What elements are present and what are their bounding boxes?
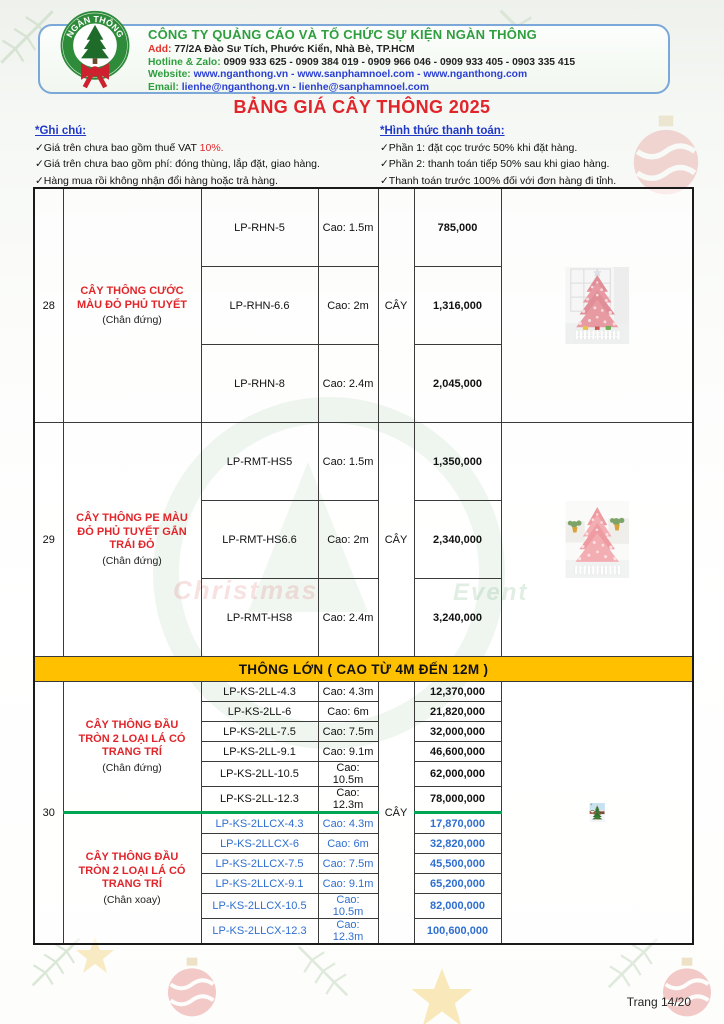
product-name: CÂY THÔNG ĐẦU TRÒN 2 LOẠI LÁ CÓ TRANG TRÍ [78,719,186,759]
note-item: ✓Phần 2: thanh toán tiếp 50% sau khi giao hàng. [380,158,610,171]
hotline-line [148,57,660,70]
notes-right-title: *Hình thức thanh toán: [380,125,505,137]
product-name-cell [63,813,201,945]
product-unit: CÂY [378,682,414,945]
note-item: ✓Giá trên chưa bao gồm phí: đóng thùng, lắp đặt, giao hàng. [35,158,320,171]
note-item: ✓Phần 1: đặt cọc trước 50% khi đặt hàng. [380,142,578,154]
product-code: LP-RMT-HS6.6 [201,501,318,579]
note-item: ✓Hàng mua rồi không nhận đổi hàng hoặc trả hàng. [35,174,278,187]
vat-highlight: 10%. [199,142,224,154]
product-price: 785,000 [414,188,501,267]
product-price: 32,000,000 [414,722,501,742]
product-no: 28 [34,188,63,423]
product-height: Cao: 2.4m [318,579,378,657]
product-code: LP-RMT-HS5 [201,423,318,501]
product-height: Cao: 9.1m [318,874,378,894]
email-line [148,82,660,95]
star-decor [410,965,474,1024]
product-price: 12,370,000 [414,682,501,702]
product-price: 1,316,000 [414,267,501,345]
notes-left-title: *Ghi chú: [35,125,87,137]
product-height: Cao: 2m [318,501,378,579]
product-code: LP-KS-2LL-7.5 [201,722,318,742]
price-table [33,187,694,945]
product-no: 29 [34,423,63,657]
product-name-cell [63,188,201,423]
product-height: Cao: 1.5m [318,423,378,501]
company-info [148,27,660,94]
product-code: LP-KS-2LLCX-10.5 [201,894,318,919]
product-price: 3,240,000 [414,579,501,657]
product-price: 32,820,000 [414,834,501,854]
product-code: LP-KS-2LLCX-6 [201,834,318,854]
notes-right [380,125,691,189]
table-row [34,423,693,501]
product-code: LP-KS-2LLCX-4.3 [201,813,318,834]
product-code: LP-KS-2LL-10.5 [201,762,318,787]
product-height: Cao: 4.3m [318,682,378,702]
product-price: 2,045,000 [414,345,501,423]
product-name: CÂY THÔNG CƯỚC MÀU ĐỎ PHỦ TUYẾT [77,285,187,311]
red-flocked-tree-photo [505,267,690,344]
section-banner: THÔNG LỚN ( CAO TỪ 4M ĐẾN 12M ) [34,657,693,682]
website-label: Website: [148,69,191,81]
pink-pe-tree-photo [505,501,690,578]
product-unit: CÂY [378,423,414,657]
product-price: 17,870,000 [414,813,501,834]
ornament-decor [660,955,714,1019]
product-height: Cao: 2m [318,267,378,345]
product-price: 62,000,000 [414,762,501,787]
product-name: CÂY THÔNG PE MÀU ĐỎ PHỦ TUYẾT GẮN TRÁI ĐỎ [76,512,188,552]
product-base-type: (Chân đứng) [102,554,162,567]
website-links[interactable]: www.nganthong.vn - www.sanphamnoel.com - www.nganthong.com [193,69,528,81]
product-height: Cao: 10.5m [318,762,378,787]
product-code: LP-KS-2LLCX-12.3 [201,919,318,945]
product-base-type: (Chân xoay) [103,893,161,906]
product-height: Cao: 4.3m [318,813,378,834]
product-height: Cao: 9.1m [318,742,378,762]
product-code: LP-KS-2LL-9.1 [201,742,318,762]
product-height: Cao: 2.4m [318,345,378,423]
ornament-decor [165,955,219,1019]
product-code: LP-KS-2LLCX-9.1 [201,874,318,894]
product-code: LP-RHN-5 [201,188,318,267]
product-price: 2,340,000 [414,501,501,579]
product-code: LP-RMT-HS8 [201,579,318,657]
hotline-numbers: 0909 933 625 - 0909 384 019 - 0909 966 046 - 0909 933 405 - 0903 335 415 [223,56,576,68]
product-price: 45,500,000 [414,854,501,874]
product-code: LP-RHN-6.6 [201,267,318,345]
product-height: Cao: 7.5m [318,722,378,742]
hotline-label: Hotline & Zalo: [148,56,221,68]
website-line [148,69,660,82]
product-price: 65,200,000 [414,874,501,894]
product-photo-cell [501,423,693,657]
product-code: LP-KS-2LL-6 [201,702,318,722]
product-price: 46,600,000 [414,742,501,762]
product-name-cell [63,423,201,657]
price-table-container [33,187,692,945]
note-item: ✓Thanh toán trước 100% đối với đơn hàng đi tỉnh. [380,174,617,187]
page-title: BẢNG GIÁ CÂY THÔNG 2025 [233,97,491,117]
product-no: 30 [34,682,63,945]
company-name: CÔNG TY QUẢNG CÁO VÀ TỔ CHỨC SỰ KIỆN NGÀN THÔNG [148,27,537,42]
product-code: LP-KS-2LL-12.3 [201,787,318,813]
table-row [34,188,693,267]
product-code: LP-KS-2LLCX-7.5 [201,854,318,874]
product-price: 1,350,000 [414,423,501,501]
watermark-word: Event [453,579,529,606]
watermark-word: Christmas [173,575,319,605]
product-name-cell [63,682,201,813]
product-height: Cao: 6m [318,702,378,722]
product-height: Cao: 12.3m [318,787,378,813]
product-price: 21,820,000 [414,702,501,722]
product-height: Cao: 7.5m [318,854,378,874]
product-height: Cao: 1.5m [318,188,378,267]
notes-section [35,125,691,189]
address-line [148,44,660,57]
table-row [34,682,693,702]
product-price: 78,000,000 [414,787,501,813]
product-photo-cell [501,682,693,945]
product-height: Cao: 12.3m [318,919,378,945]
notes-left [35,125,380,189]
email-links[interactable]: lienhe@nganthong.vn - lienhe@sanphamnoel.com [181,81,429,93]
address-value: 77/2A Đào Sư Tích, Phước Kiển, Nhà Bè, TP.HCM [174,44,415,55]
page-number: Trang 14/20 [626,995,691,1009]
product-base-type: (Chân đứng) [102,761,162,774]
product-unit: CÂY [378,188,414,423]
product-photo-cell [501,188,693,423]
giant-green-tree-photo [505,803,690,822]
pine-sprig-decor [290,938,356,1004]
product-price: 100,600,000 [414,919,501,945]
product-code: LP-KS-2LL-4.3 [201,682,318,702]
product-height: Cao: 10.5m [318,894,378,919]
product-price: 82,000,000 [414,894,501,919]
section-banner-row [34,657,693,682]
product-base-type: (Chân đứng) [102,314,162,326]
email-label: Email: [148,81,179,93]
product-height: Cao: 6m [318,834,378,854]
address-label: Add: [148,44,172,55]
note-item: ✓Giá trên chưa bao gồm thuế VAT 10%. [35,142,224,154]
product-name: CÂY THÔNG ĐẦU TRÒN 2 LOẠI LÁ CÓ TRANG TRÍ [78,851,186,891]
company-logo [55,10,135,90]
product-code: LP-RHN-8 [201,345,318,423]
